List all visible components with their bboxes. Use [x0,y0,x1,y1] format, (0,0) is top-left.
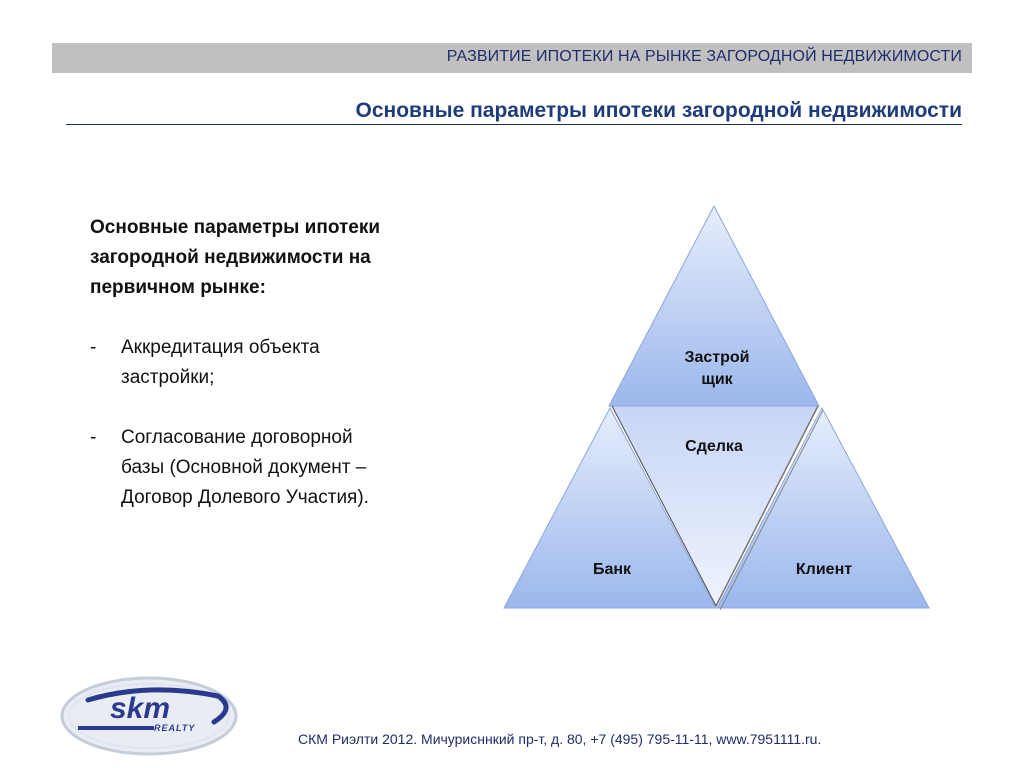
bullet-line: Согласование договорной [121,427,353,448]
slide-title: Основные параметры ипотеки загородной недвижимости [355,99,962,122]
client-label: Клиент [795,561,853,578]
svg-text:REALTY: REALTY [154,723,196,733]
heading-line: загородной недвижимости на [90,247,371,268]
heading-line: первичном рынке: [90,277,266,298]
developer-label-line: щик [701,371,733,388]
skm-realty-logo [58,674,240,758]
bullet-dash: - [90,427,97,448]
bullet-line: Аккредитация объекта [121,337,320,358]
svg-text:skm: skm [110,692,171,725]
footer-contacts: СКМ Риэлти 2012. Мичурисннкий пр-т, д. 80, +7 (495) 795-11-11, www.7951111.ru. [298,731,822,747]
bank-label: Банк [592,561,632,578]
developer-label-line: Застрой [684,349,750,366]
bullet-line: застройки; [121,367,215,388]
heading-line: Основные параметры ипотеки [90,217,381,238]
bullet-line: Договор Долевого Участия). [121,487,369,508]
bullet-dash: - [90,337,97,358]
bullet-line: базы (Основной документ – [121,457,367,478]
deal-label: Сделка [685,438,743,455]
section-title: РАЗВИТИЕ ИПОТЕКИ НА РЫНКЕ ЗАГОРОДНОЙ НЕДВИЖИМОСТИ [446,48,962,65]
